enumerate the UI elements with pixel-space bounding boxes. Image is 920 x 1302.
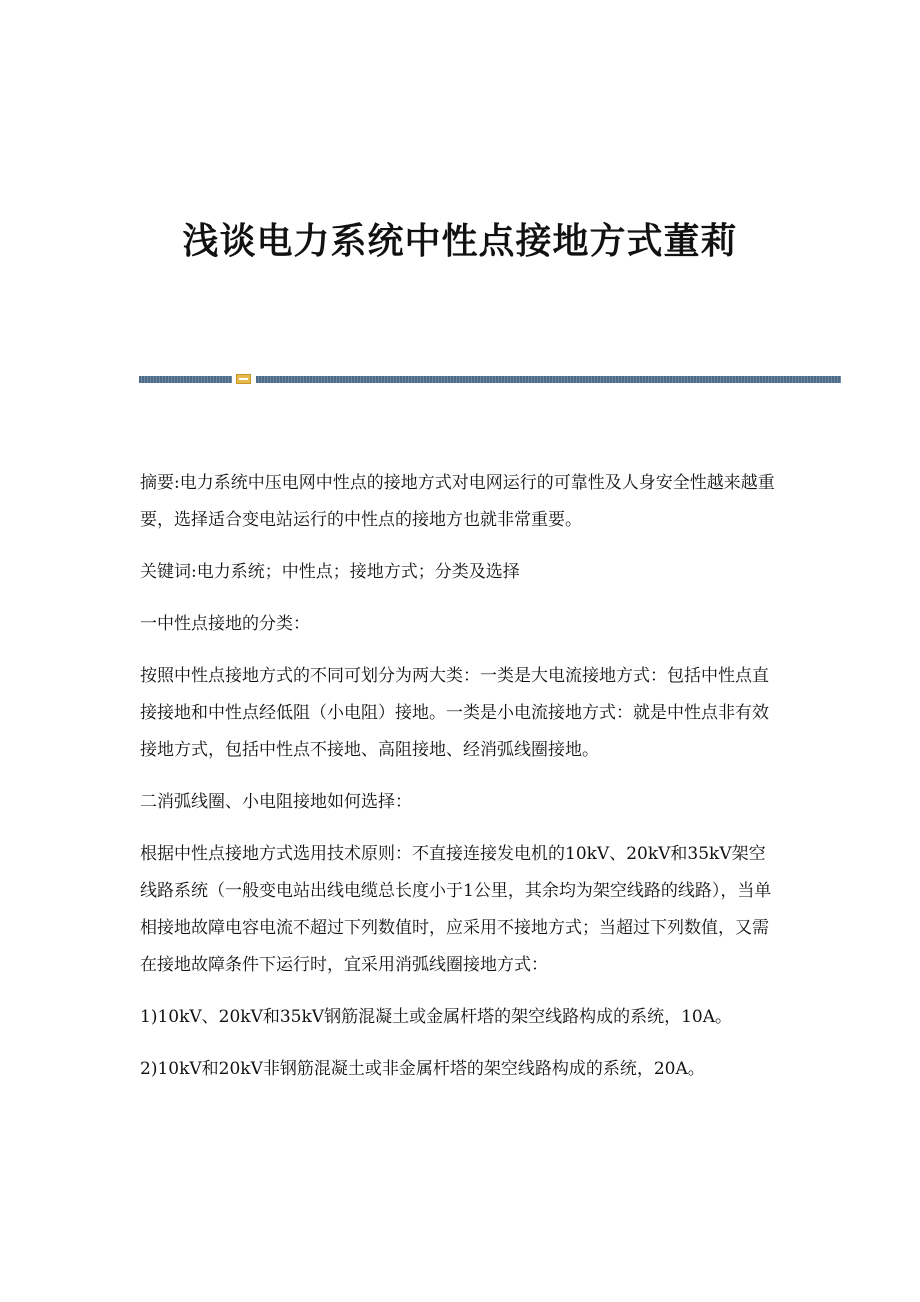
envelope-icon [236, 374, 251, 384]
section2-heading: 二消弧线圈、小电阻接地如何选择： [140, 792, 412, 812]
section2-paragraph: 根据中性点接地方式选用技术原则：不直接连接发电机的10kV、20kV和35kV架空线路系统（一般变电站出线电缆总长度小于1公里，其余均为架空线路的线路），当单相接地故障电容电流不超过下列数值时，应采用不接地方式；当超过下列数值，又需在接地故障条件下运行时，宜采用消弧线圈接地方式： [140, 844, 772, 975]
document-body [140, 465, 780, 1103]
list-item-2: 2)10kV和20kV非钢筋混凝土或非金属杆塔的架空线路构成的系统，20A。 [140, 1059, 705, 1079]
divider-bar-right [256, 376, 841, 383]
divider-bar-left [139, 376, 232, 383]
section1-heading: 一中性点接地的分类： [140, 614, 310, 634]
abstract-paragraph: 摘要:电力系统中压电网中性点的接地方式对电网运行的可靠性及人身安全性越来越重要，选择适合变电站运行的中性点的接地方也就非常重要。 [140, 473, 775, 530]
list-item-1: 1)10kV、20kV和35kV钢筋混凝土或金属杆塔的架空线路构成的系统，10A。 [140, 1007, 732, 1027]
title-divider [139, 374, 841, 384]
keywords-paragraph: 关键词:电力系统；中性点；接地方式；分类及选择 [140, 562, 520, 582]
document-title: 浅谈电力系统中性点接地方式董莉 [182, 220, 738, 262]
section1-paragraph: 按照中性点接地方式的不同可划分为两大类：一类是大电流接地方式：包括中性点直接接地和中性点经低阻（小电阻）接地。一类是小电流接地方式：就是中性点非有效接地方式，包括中性点不接地、高阻接地、经消弧线圈接地。 [140, 666, 769, 760]
